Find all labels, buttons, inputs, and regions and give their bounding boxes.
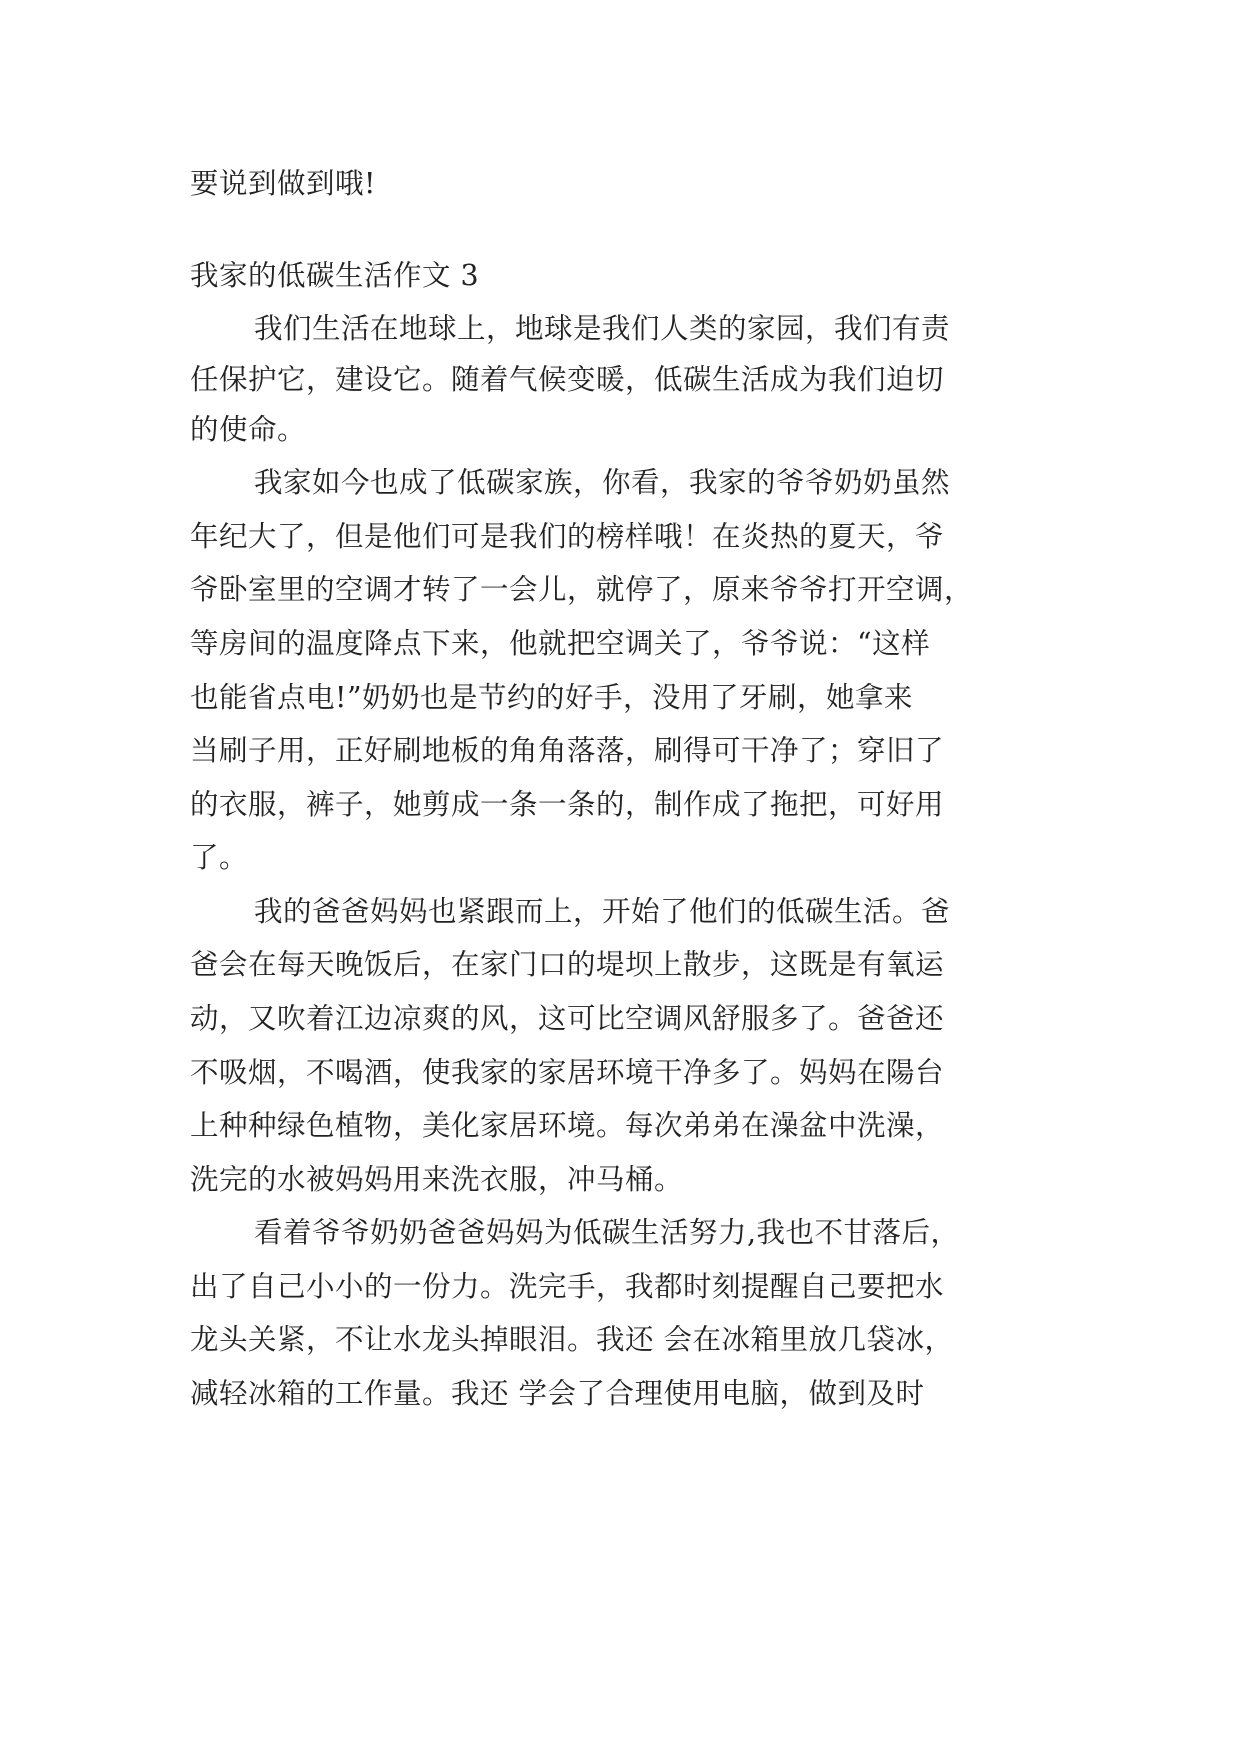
paragraph-3-line-5: 上种种绿色植物，美化家居环境。每次弟弟在澡盆中洗澡， [190, 1109, 945, 1142]
paragraph-4-line-2: 出了自己小小的一份力。洗完手，我都时刻提醒自己要把水 [190, 1270, 945, 1303]
paragraph-2-line-8: 了。 [190, 841, 249, 874]
paragraph-2-line-3: 爷卧室里的空调才转了一会儿，就停了，原来爷爷打开空调， [190, 573, 974, 606]
paragraph-3-line-2: 爸会在每天晚饭后，在家门口的堤坝上散步，这既是有氧运 [190, 948, 945, 981]
paragraph-2-line-6: 当刷子用，正好刷地板的角角落落，刷得可干净了；穿旧了 [190, 734, 945, 767]
paragraph-1-line-1: 我们生活在地球上，地球是我们人类的家园，我们有责 [254, 312, 951, 345]
paragraph-3-line-3: 动，又吹着江边凉爽的风，这可比空调风舒服多了。爸爸还 [190, 1002, 945, 1035]
paragraph-2-line-7: 的衣服，裤子，她剪成一条一条的，制作成了拖把，可好用 [190, 788, 945, 821]
paragraph-1-line-3: 的使命。 [190, 413, 307, 446]
closing-line: 要说到做到哦! [190, 167, 376, 200]
paragraph-4-line-1: 看着爷爷奶奶爸爸妈妈为低碳生活努力,我也不甘落后， [254, 1216, 960, 1249]
paragraph-4-line-3: 龙头关紧，不让水龙头掉眼泪。我还 会在冰箱里放几袋冰， [190, 1323, 954, 1356]
paragraph-4-line-4: 减轻冰箱的工作量。我还 学会了合理使用电脑，做到及时 [190, 1377, 925, 1410]
paragraph-1-line-2: 任保护它，建设它。随着气候变暖，低碳生活成为我们迫切 [190, 363, 945, 396]
paragraph-2-line-5: 也能省点电!”奶奶也是节约的好手，没用了牙刷，她拿来 [190, 681, 914, 714]
paragraph-3-line-6: 洗完的水被妈妈用来洗衣服，冲马桶。 [190, 1163, 684, 1196]
paragraph-3-line-4: 不吸烟，不喝酒，使我家的家居环境干净多了。妈妈在陽台 [190, 1056, 945, 1089]
paragraph-3-line-1: 我的爸爸妈妈也紧跟而上，开始了他们的低碳生活。爸 [254, 895, 951, 928]
paragraph-2-line-4: 等房间的温度降点下来，他就把空调关了，爷爷说：“这样 [190, 627, 931, 660]
essay-title: 我家的低碳生活作文 3 [190, 259, 480, 292]
paragraph-2-line-1: 我家如今也成了低碳家族，你看，我家的爷爷奶奶虽然 [254, 466, 951, 499]
paragraph-2-line-2: 年纪大了，但是他们可是我们的榜样哦！在炎热的夏天，爷 [190, 520, 945, 553]
